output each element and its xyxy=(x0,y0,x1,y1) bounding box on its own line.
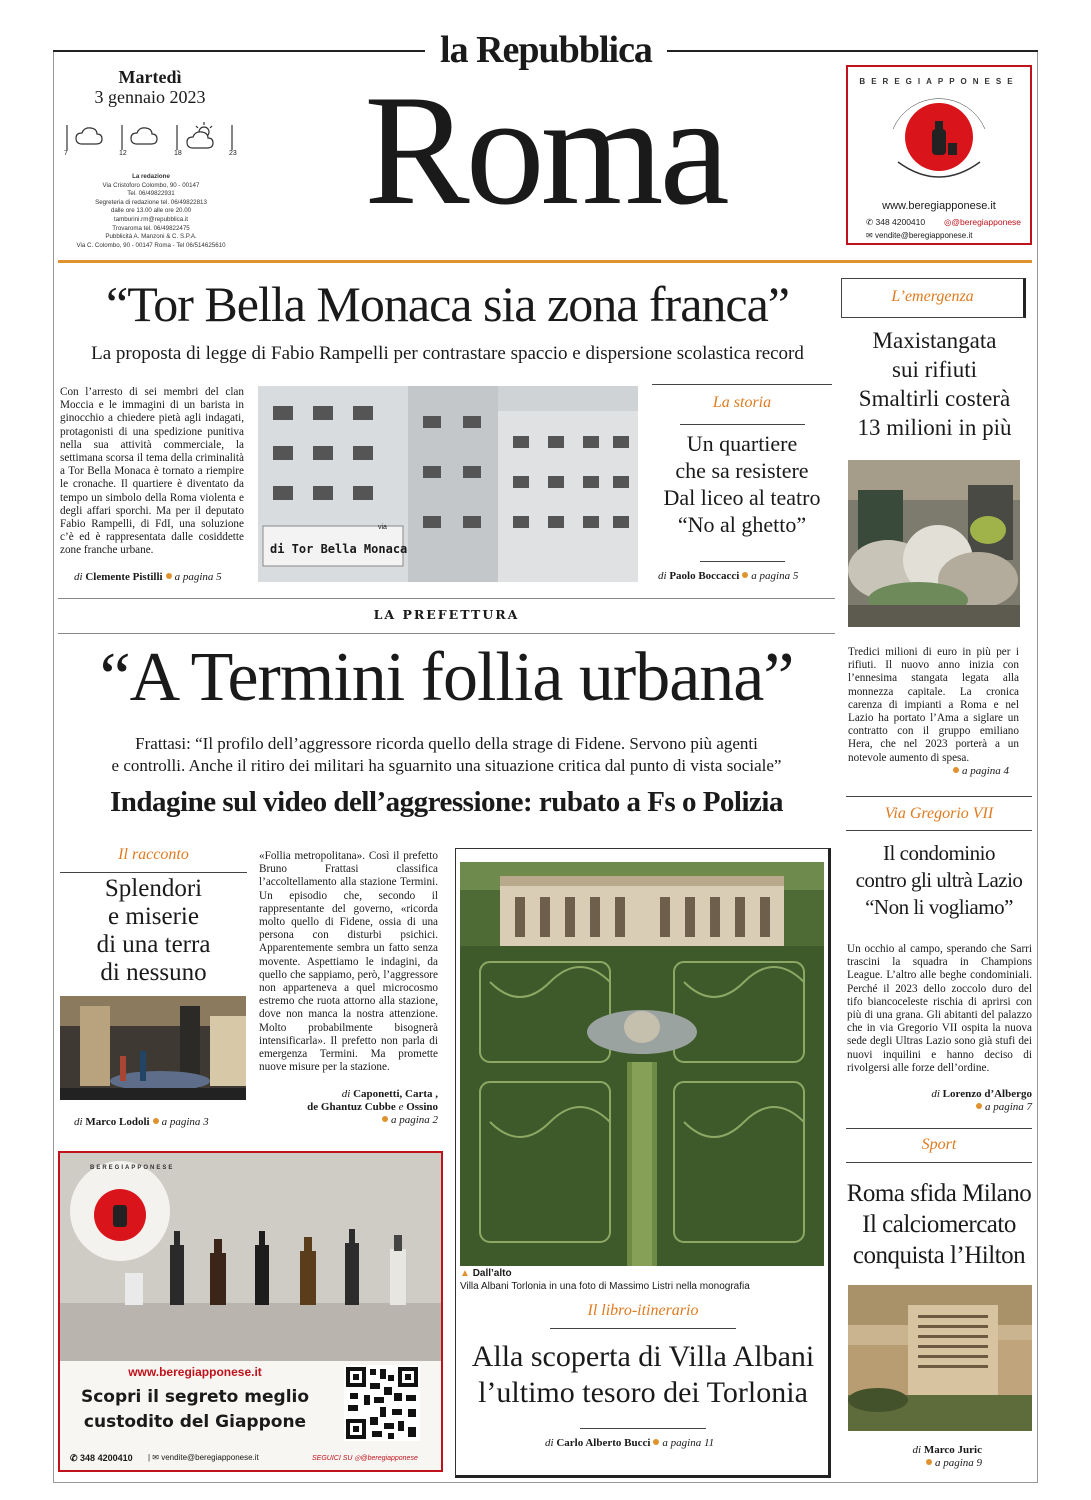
masthead-rule-right xyxy=(667,50,1038,52)
ad-bottom-url[interactable]: www.beregiapponese.it xyxy=(128,1365,262,1379)
storia-headline-line: Dal liceo al teatro xyxy=(663,485,821,510)
villa-caption: Villa Albani Torlonia in una foto di Massimo Listri nella monografia xyxy=(460,1281,750,1292)
ad-top-email: ✉ vendite@beregiapponese.it xyxy=(866,231,973,240)
ad-top-url[interactable]: www.beregiapponese.it xyxy=(882,200,996,212)
racconto-headline-line: di nessuno xyxy=(100,959,207,986)
ad-bottom-phone: ✆ 348 4200410 xyxy=(70,1453,133,1463)
storia-rule-top xyxy=(652,384,832,385)
ad-top-phone: ✆ 348 4200410 xyxy=(866,217,926,227)
sport-headline xyxy=(842,1178,1036,1271)
villa-caption-title-text: Dall’alto xyxy=(472,1268,512,1279)
dot-icon xyxy=(953,767,959,773)
gregorio-author: Lorenzo d’Albergo xyxy=(942,1088,1032,1100)
racconto-headline-line: di una terra xyxy=(96,931,211,958)
ad-bottom-slogan-line: Scopri il segreto meglio xyxy=(80,1387,310,1407)
storia-headline-line: che sa resistere xyxy=(675,458,809,483)
sport-headline-line: Roma sfida Milano xyxy=(846,1180,1032,1207)
sport-byline-line-2 xyxy=(847,1457,982,1470)
triangle-icon: ▲ xyxy=(460,1268,470,1279)
byline-prefix: di xyxy=(912,1444,922,1456)
temp-2: 12 xyxy=(119,150,127,157)
villa-headline-line: l’ultimo tesoro dei Torlonia xyxy=(478,1376,808,1409)
byline-prefix: di xyxy=(931,1088,940,1100)
villa-headline xyxy=(458,1339,828,1411)
emergenza-headline-line: Smaltirli costerà xyxy=(858,386,1011,411)
weather-strip xyxy=(62,120,242,162)
street-sign-text: di Tor Bella Monaca xyxy=(270,542,408,556)
villa-kicker: Il libro-itinerario xyxy=(587,1302,699,1319)
storia-page-ref[interactable]: a pagina 5 xyxy=(751,570,799,582)
emergenza-headline-line: sui rifiuti xyxy=(892,357,977,382)
sport-rule-top xyxy=(846,1128,1032,1129)
photo-hilton xyxy=(848,1285,1032,1431)
emergenza-kicker: L’emergenza xyxy=(891,288,974,305)
dot-icon xyxy=(976,1103,982,1109)
ad-top-social-handle: @beregiapponese xyxy=(951,217,1022,227)
redazione-title: La redazione xyxy=(132,173,170,180)
masthead-brand: la Repubblica xyxy=(440,29,652,71)
prefettura-body: «Follia metropolitana». Così il prefetto Bruno Frattasi classifica l’accoltellamento alla stazione Termini. Un episodio che, secondo il rappresentante del governo, «ricorda molto quello di Fidene, ossia di una persona con disturbi psichici. Apparentemente sembra un fatto senza movente. Aspettiamo le indagini, da quello che sappiamo, però, l’aggressore non apparteneva a quel microcosmo estremo che ruota attorno alla stazione, dove non manca la nostra attenzione. Molto probabilmente bisognerà intensificarla». Il prefetto non parla di emergenza Termini. Ma promette nuove misure per la stazione. xyxy=(259,850,438,1074)
station-photo-icon xyxy=(60,996,246,1100)
gregorio-rule-top xyxy=(846,796,1032,797)
lead-body: Con l’arresto di sei membri del clan Moccia e le immagini di un barista in ginocchio a chiedere pietà agli indagati, protagonisti di una spedizione punitiva nella sua attività commerciale, la settimana scorsa il tema della criminalità a Tor Bella Monaca è tornato a riempire le cronache. Il quartiere è diventato da tempo un simbolo della Roma violenta e degli affari sporchi. Ma per il deputato Fabio Rampelli, di FdI, una soluzione c’è ed è rappresentata dalle cosiddette zone franche urbane. xyxy=(60,386,244,557)
ad-bottom-photo-icon xyxy=(60,1153,441,1363)
ad-bottom-social-handle: @beregiapponese xyxy=(360,1455,418,1462)
prefettura-byline xyxy=(259,1088,438,1127)
racconto-kicker: Il racconto xyxy=(118,846,189,863)
dot-icon xyxy=(742,572,748,578)
prefettura-byline-line-1 xyxy=(259,1088,438,1101)
storia-headline-line: “No al ghetto” xyxy=(677,512,807,537)
redazione-box xyxy=(60,173,242,250)
lead-author: Clemente Pistilli xyxy=(85,571,163,583)
ad-top-arc: BEREGIAPPONESE xyxy=(859,77,1019,86)
prefettura-rule-top xyxy=(58,598,835,599)
ad-bottom-email: | ✉ vendite@beregiapponese.it xyxy=(148,1453,259,1462)
gregorio-byline-line-1 xyxy=(847,1088,1032,1101)
emergenza-headline xyxy=(842,326,1027,442)
lead-subhead: La proposta di legge di Fabio Rampelli per contrastare spaccio e dispersione scolastica record xyxy=(91,343,804,364)
ad-bottom-follow: SEGUICI SU xyxy=(312,1455,353,1462)
temp-4: 23 xyxy=(229,150,237,157)
photo-termini xyxy=(60,996,246,1100)
byline-conjunction: e xyxy=(398,1101,404,1113)
gregorio-byline-line-2 xyxy=(847,1101,1032,1114)
masthead-city: Roma xyxy=(364,63,726,238)
storia-author: Paolo Boccacci xyxy=(669,570,740,582)
prefettura-page-ref[interactable]: a pagina 2 xyxy=(390,1114,438,1126)
ad-bottom[interactable] xyxy=(58,1151,443,1472)
prefettura-authors-2a: de Ghantuz Cubbe xyxy=(307,1101,396,1113)
redazione-line: tamburini.rm@repubblica.it xyxy=(113,215,189,223)
racconto-headline xyxy=(60,875,247,987)
emergenza-body: Tredici milioni di euro in più per i rifiuti. Il nuovo anno inizia con l’ennesima stangata legata alla monnezza capitale. La cronica carenza di impianti a Roma e nel Lazio ha portato l’Ama a siglare un contratto con il gruppo emiliano Hera, che nel 2023 porterà a un notevole aumento di spesa. xyxy=(848,646,1019,764)
qr-code-graphic xyxy=(344,1365,420,1441)
date-full: 3 gennaio 2023 xyxy=(94,87,206,107)
villa-page-ref[interactable]: a pagina 11 xyxy=(662,1437,715,1449)
redazione-line: Pubblicità A. Manzoni & C. S.P.A. xyxy=(105,233,197,241)
prefettura-headline: “A Termini follia urbana” xyxy=(99,639,794,716)
villa-author: Carlo Alberto Bucci xyxy=(556,1437,651,1449)
weather-icons xyxy=(62,120,242,162)
storia-rule-kicker xyxy=(680,424,805,425)
emergenza-byline xyxy=(950,765,1009,777)
emergenza-headline-line: Maxistangata xyxy=(872,328,997,353)
lead-headline: “Tor Bella Monaca sia zona franca” xyxy=(106,276,789,332)
dot-icon xyxy=(653,1439,659,1445)
sport-rule-kicker xyxy=(846,1162,1032,1163)
lead-page-ref[interactable]: a pagina 5 xyxy=(174,571,222,583)
ad-top-social: ◎@beregiapponese xyxy=(944,217,1022,227)
qr-code-icon[interactable] xyxy=(344,1365,420,1441)
sport-author: Marco Juric xyxy=(923,1444,982,1456)
photo-villa-albani xyxy=(460,862,824,1266)
temp-1: 7 xyxy=(64,150,68,157)
sport-headline-line: Il calciomercato xyxy=(862,1211,1016,1238)
sport-page-ref[interactable]: a pagina 9 xyxy=(934,1457,982,1469)
gregorio-kicker: Via Gregorio VII xyxy=(884,805,994,822)
byline-prefix: di xyxy=(658,570,667,582)
sport-byline-line-1 xyxy=(847,1444,982,1457)
byline-prefix: di xyxy=(74,571,83,583)
emergenza-headline-line: 13 milioni in più xyxy=(857,415,1012,440)
gregorio-byline xyxy=(847,1088,1032,1114)
redazione-line: Tel. 06/49822931 xyxy=(127,190,175,198)
racconto-headline-line: Splendori xyxy=(104,875,203,902)
byline-prefix: di xyxy=(545,1437,554,1449)
ad-bottom-slogan xyxy=(60,1385,330,1435)
dot-icon xyxy=(153,1118,159,1124)
byline-prefix: di xyxy=(74,1116,83,1128)
redazione-line: Via C. Colombo, 90 - 00147 Roma - Tel 06/514625610 xyxy=(76,241,226,249)
dot-icon xyxy=(926,1459,932,1465)
ad-bottom-phone-number: 348 4200410 xyxy=(80,1453,133,1463)
photo-rifiuti xyxy=(848,460,1020,627)
ad-top-email-address: vendite@beregiapponese.it xyxy=(874,231,973,240)
dot-icon xyxy=(166,573,172,579)
ad-top[interactable] xyxy=(846,65,1032,245)
ad-bottom-slogan-line: custodito del Giappone xyxy=(83,1412,307,1432)
street-sign-small: via xyxy=(378,524,387,531)
racconto-byline xyxy=(74,1116,209,1128)
villa-caption-title xyxy=(460,1268,512,1279)
racconto-rule xyxy=(60,872,247,873)
villa-rule-top xyxy=(550,1328,736,1329)
prefettura-secondary-headline: Indagine sul video dell’aggressione: rubato a Fs o Polizia xyxy=(110,786,783,818)
photo-tor-bella-monaca xyxy=(258,386,638,582)
gregorio-headline-line: “Non li vogliamo” xyxy=(865,895,1013,919)
redazione-line: Via Cristoforo Colombo, 90 - 00147 xyxy=(102,181,200,189)
ad-bottom-arc: BEREGIAPPONESE xyxy=(90,1165,175,1171)
date-weekday: Martedì xyxy=(118,67,182,87)
ad-top-phone-number: 348 4200410 xyxy=(875,217,926,227)
prefettura-authors-1: Caponetti, Carta , xyxy=(353,1088,438,1100)
sport-kicker: Sport xyxy=(921,1136,957,1153)
storia-headline xyxy=(652,430,832,538)
gregorio-headline xyxy=(842,840,1036,921)
villa-garden-photo-icon xyxy=(460,862,824,1266)
prefettura-section: LA PREFETTURA xyxy=(373,607,520,622)
racconto-headline-line: e miserie xyxy=(108,903,199,930)
prefettura-byline-line-3 xyxy=(259,1114,438,1127)
sake-logo-icon xyxy=(848,67,1030,197)
lead-byline xyxy=(74,571,222,583)
racconto-author: Marco Lodoli xyxy=(85,1116,150,1128)
redazione-line: dalle ore 13.00 alle ore 20.00 xyxy=(110,207,192,215)
masthead-rule-left xyxy=(53,50,425,52)
redazione-line: Segreteria di redazione tel. 06/49822813 xyxy=(95,198,207,206)
gregorio-headline-line: Il condominio xyxy=(883,841,995,865)
racconto-page-ref[interactable]: a pagina 3 xyxy=(161,1116,209,1128)
gregorio-body: Un occhio al campo, sperando che Sarri trascini la squadra in Champions League. L’altro alle beghe condominiali. Perché il 2023 dello zoccolo duro del tifo biancoceleste rischia di aprirsi con più di una grana. Gli abitanti del palazzo che in via Gregorio VII ospita la nuova sede degli Ultras Lazio sono già stufi dei nuovi inquilini e hanno deciso di rivolgersi alle forze dell’ordine. xyxy=(847,943,1032,1074)
sport-byline xyxy=(847,1444,982,1470)
prefettura-subhead-2: e controlli. Anche il ritiro dei militari ha sguarnito una situazione critica dal punto di vista sociale” xyxy=(111,756,782,775)
prefettura-byline-line-2 xyxy=(259,1101,438,1114)
garbage-photo-icon xyxy=(848,460,1020,627)
villa-byline xyxy=(545,1437,714,1449)
dot-icon xyxy=(382,1116,388,1122)
sport-headline-line: conquista l’Hilton xyxy=(852,1242,1026,1269)
prefettura-authors-2b: Ossino xyxy=(406,1101,438,1113)
byline-prefix: di xyxy=(341,1088,351,1100)
gregorio-headline-line: contro gli ultrà Lazio xyxy=(855,868,1023,892)
redazione-line: Trovaroma tel. 06/49822475 xyxy=(112,224,190,232)
hotel-photo-icon xyxy=(848,1285,1032,1431)
storia-byline xyxy=(658,570,798,582)
temp-3: 18 xyxy=(174,150,182,157)
villa-headline-line: Alla scoperta di Villa Albani xyxy=(471,1340,815,1373)
prefettura-subhead-1: Frattasi: “Il profilo dell’aggressore ricorda quello della strage di Fidene. Servono più agenti xyxy=(135,734,758,753)
villa-rule-bottom xyxy=(580,1428,706,1429)
emergenza-page-ref[interactable]: a pagina 4 xyxy=(962,765,1010,777)
prefettura-rule-mid xyxy=(58,633,835,634)
ad-bottom-social: SEGUICI SU ◎@beregiapponese xyxy=(312,1455,418,1462)
storia-headline-line: Un quartiere xyxy=(686,431,798,456)
storia-kicker: La storia xyxy=(712,394,772,411)
section-divider-orange xyxy=(58,260,1032,263)
gregorio-page-ref[interactable]: a pagina 7 xyxy=(984,1101,1032,1113)
ad-bottom-email-address: vendite@beregiapponese.it xyxy=(161,1453,259,1462)
storia-rule-bottom xyxy=(700,561,785,562)
gregorio-rule-kicker xyxy=(846,830,1032,831)
